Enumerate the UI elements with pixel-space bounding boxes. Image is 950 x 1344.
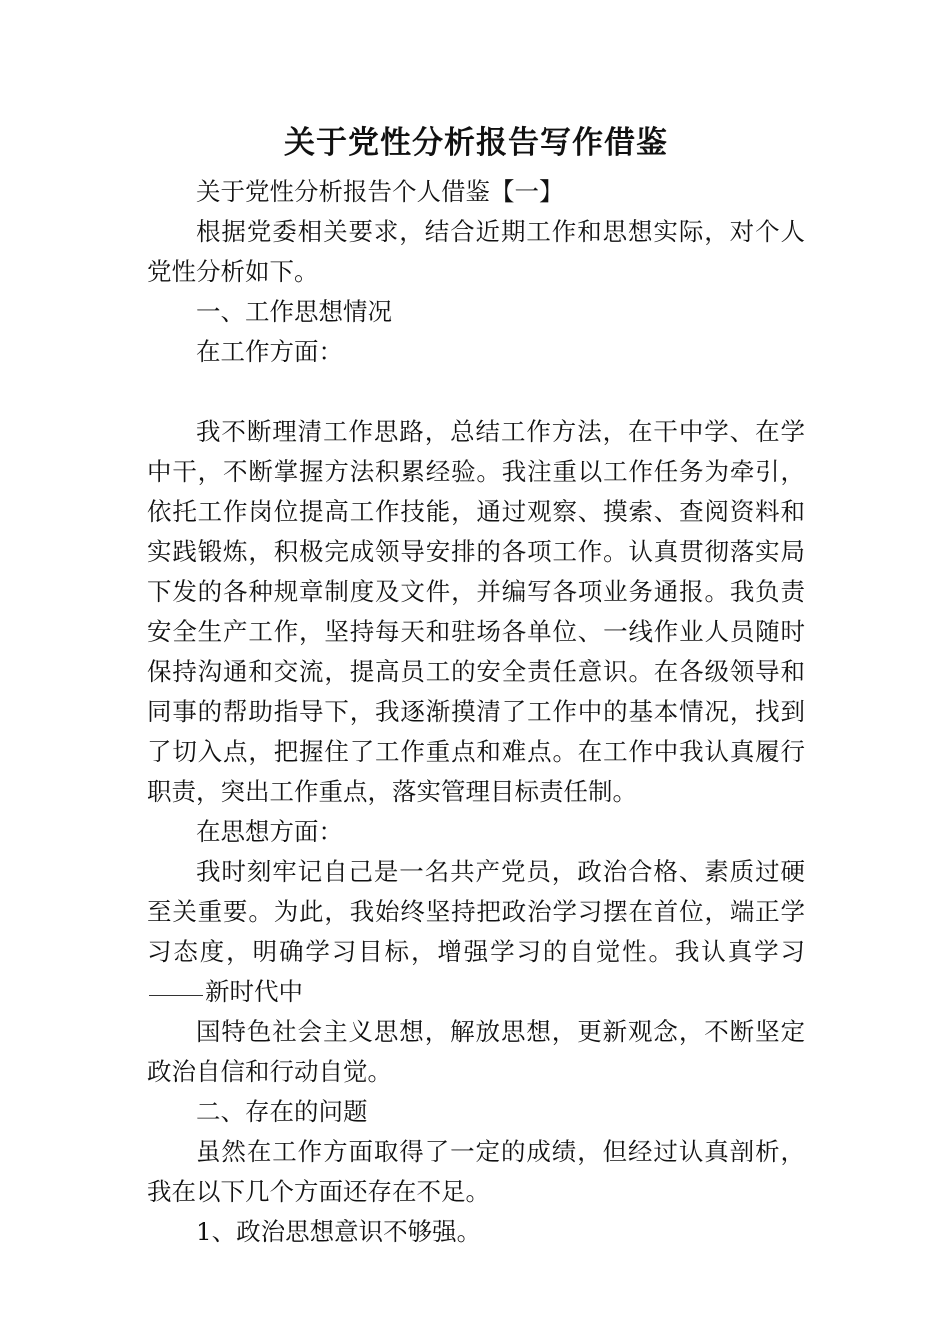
problems-paragraph: 虽然在工作方面取得了一定的成绩，但经过认真剖析，我在以下几个方面还存在不足。 (147, 1137, 805, 1206)
subheading-work: 在工作方面： (196, 337, 343, 366)
thought-paragraph-text: 我时刻牢记自己是一名共产党员，政治合格、素质过硬至关重要。为此，我始终坚持把政治学习摆在首位，端正学习态度，明确学习目标，增强学习的自觉性。我认真学习 (147, 857, 805, 966)
intro-paragraph: 根据党委相关要求，结合近期工作和思想实际，对个人党性分析如下。 (147, 217, 805, 286)
section-heading-personal: 关于党性分析报告个人借鉴【一】 (196, 177, 564, 206)
document-title: 关于党性分析报告写作借鉴 (284, 125, 668, 161)
blank-spacer (147, 372, 805, 412)
problem-item-1: 1、政治思想意识不够强。 (196, 1217, 482, 1246)
section-heading-problems: 二、存在的问题 (196, 1097, 368, 1126)
section-heading-work-thought: 一、工作思想情况 (196, 297, 392, 326)
work-paragraph: 我不断理清工作思路，总结工作方法，在干中学、在学中干，不断掌握方法积累经验。我注重以工作任务为牵引，依托工作岗位提高工作技能，通过观察、摸索、查阅资料和实践锻炼，积极完成领导安排的各项工作。认真贯彻落实局下发的各种规章制度及文件，并编写各项业务通报。我负责安全生产工作，坚持每天和驻场各单位、一线作业人员随时保持沟通和交流，提高员工的安全责任意识。在各级领导和同事的帮助指导下，我逐渐摸清了工作中的基本情况，找到了切入点，把握住了工作重点和难点。在工作中我认真履行职责，突出工作重点，落实管理目标责任制。 (147, 417, 805, 806)
thought-paragraph (147, 852, 805, 1012)
fill-in-blank (149, 994, 203, 996)
thought-paragraph-continued: 国特色社会主义思想，解放思想，更新观念，不断坚定政治自信和行动自觉。 (147, 1017, 805, 1086)
document-page (147, 118, 805, 1252)
thought-paragraph-tail: 新时代中 (205, 977, 303, 1006)
subheading-thought: 在思想方面： (196, 817, 343, 846)
